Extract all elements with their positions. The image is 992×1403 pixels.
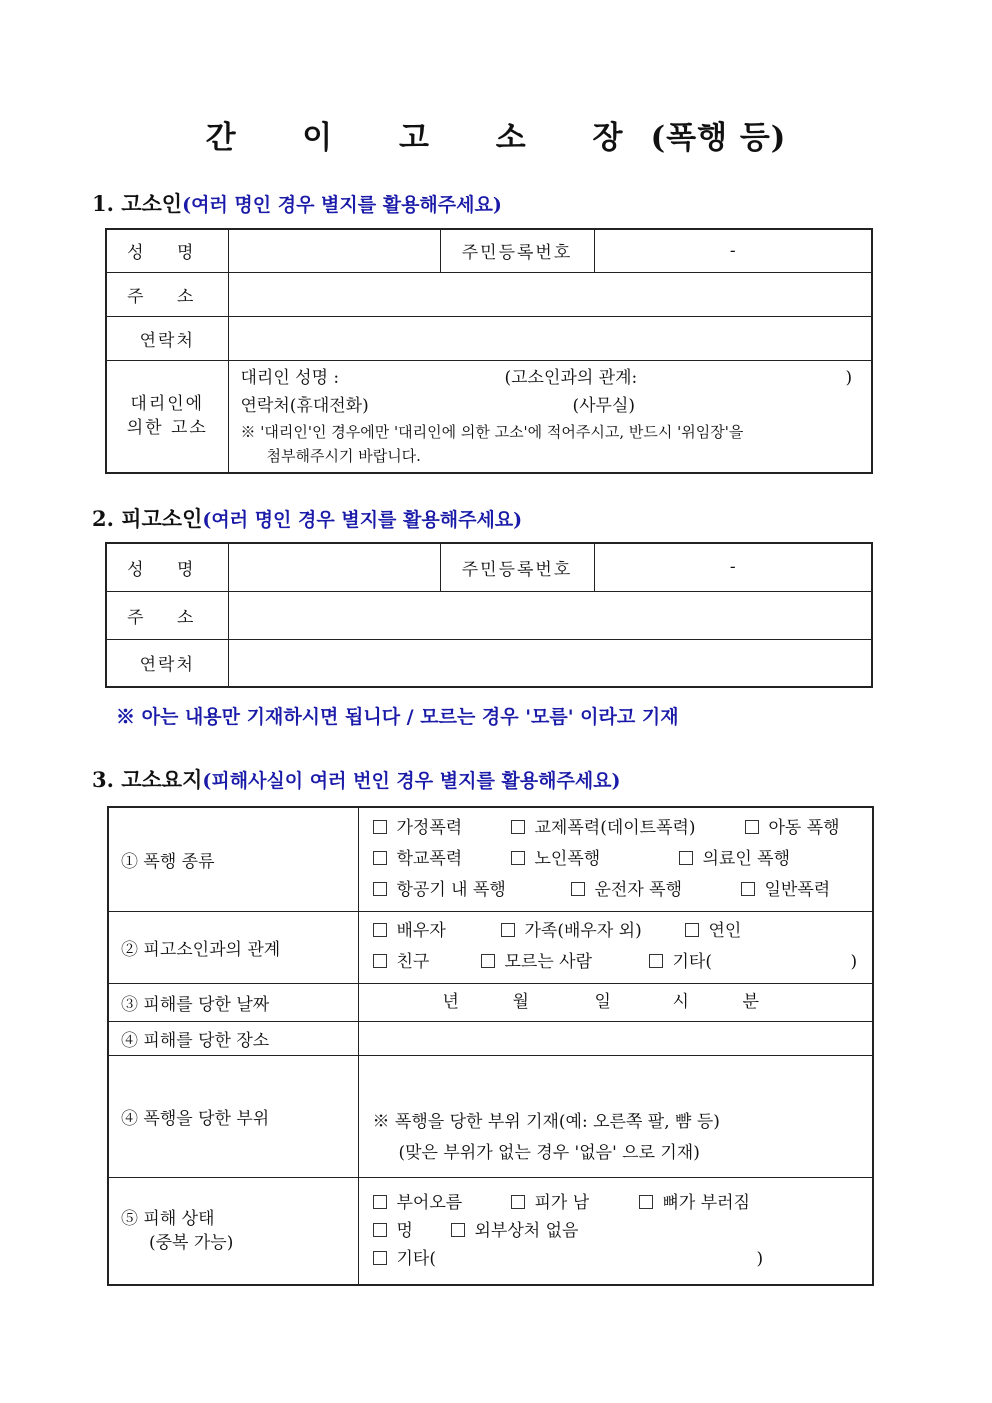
document-title — [0, 112, 992, 157]
opt-medical-label: 의료인 폭행 — [702, 848, 791, 869]
proxy-line2 — [241, 392, 862, 420]
opt-general-label: 일반폭력 — [764, 879, 831, 900]
date-label: ③ 피해를 당한 날짜 — [108, 983, 358, 1021]
opt-driver-label: 운전자 폭행 — [594, 879, 683, 900]
section1-title: 1. 고소인 — [92, 191, 183, 216]
checkbox[interactable] — [373, 923, 387, 937]
opt-family[interactable] — [501, 916, 642, 947]
checkbox[interactable] — [451, 1223, 465, 1237]
opt-other[interactable] — [649, 947, 712, 978]
opt-other-label: 기타( — [672, 952, 712, 972]
complainant-name-label: 성 명 — [106, 229, 228, 272]
body-part-note2: (맞은 부위가 없는 경우 '없음' 으로 기재) — [398, 1142, 700, 1163]
complainant-address-label: 주 소 — [106, 272, 228, 316]
proxy-relation-close: ) — [845, 368, 853, 389]
complaint-summary-table — [107, 806, 874, 1286]
place-field[interactable] — [358, 1021, 873, 1055]
rrn-dash: - — [729, 557, 736, 578]
accused-rrn-field[interactable] — [594, 543, 872, 591]
section2-note: (여러 명인 경우 별지를 활용해주세요) — [202, 509, 523, 531]
damage-label — [108, 1177, 358, 1285]
checkbox[interactable] — [511, 1195, 525, 1209]
opt-swelling[interactable] — [373, 1193, 463, 1213]
opt-damage-other-close: ) — [756, 1248, 764, 1269]
opt-swelling-label: 부어오름 — [396, 1192, 463, 1213]
opt-fracture[interactable] — [639, 1189, 751, 1217]
title-main: 간 이 고 소 장 — [205, 120, 651, 156]
opt-friend-label: 친구 — [396, 952, 430, 972]
checkbox[interactable] — [649, 954, 663, 968]
damage-label-line1: ⑤ 피해 상태 — [121, 1208, 215, 1229]
complainant-contact-label: 연락처 — [106, 316, 228, 360]
proxy-label — [106, 360, 228, 473]
proxy-line1 — [241, 364, 862, 392]
date-month: 월 — [512, 992, 529, 1012]
opt-bruise[interactable] — [373, 1221, 413, 1241]
opt-school-label: 학교폭력 — [396, 848, 463, 869]
date-year: 년 — [442, 992, 459, 1012]
date-field[interactable] — [358, 983, 873, 1021]
complainant-contact-field[interactable] — [228, 316, 872, 360]
accused-rrn-label: 주민등록번호 — [440, 543, 594, 591]
opt-fracture-label: 뼈가 부러짐 — [662, 1192, 751, 1213]
accused-contact-field[interactable] — [228, 639, 872, 687]
rrn-dash: - — [729, 240, 736, 261]
proxy-field[interactable] — [228, 360, 872, 473]
checkbox[interactable] — [511, 820, 525, 834]
checkbox[interactable] — [373, 820, 387, 834]
relation-label: ② 피고소인과의 관계 — [108, 911, 358, 983]
opt-family-label: 가족(배우자 외) — [524, 921, 642, 941]
relation-options — [358, 911, 873, 983]
checkbox[interactable] — [571, 882, 585, 896]
opt-medical[interactable] — [679, 844, 791, 875]
checkbox[interactable] — [373, 1223, 387, 1237]
proxy-note-line2: 첨부해주시기 바랍니다. — [266, 447, 421, 466]
checkbox[interactable] — [639, 1195, 653, 1209]
date-hour: 시 — [672, 992, 689, 1012]
checkbox[interactable] — [685, 923, 699, 937]
opt-spouse[interactable] — [373, 921, 446, 941]
accused-footnote: ※ 아는 내용만 기재하시면 됩니다 / 모르는 경우 '모름' 이라고 기재 — [116, 706, 679, 728]
title-suffix: (폭행 등) — [650, 120, 787, 156]
proxy-label-line1: 대리인에 — [130, 394, 205, 415]
section1-heading — [92, 188, 502, 218]
checkbox[interactable] — [741, 882, 755, 896]
section1-note: (여러 명인 경우 별지를 활용해주세요) — [182, 194, 502, 216]
opt-aircraft-label: 항공기 내 폭행 — [396, 879, 506, 900]
accused-contact-label: 연락처 — [106, 639, 228, 687]
violence-type-label: ① 폭행 종류 — [108, 807, 358, 911]
opt-bruise-label: 멍 — [396, 1220, 413, 1241]
opt-domestic[interactable] — [373, 818, 463, 838]
checkbox[interactable] — [373, 1195, 387, 1209]
violence-type-options — [358, 807, 873, 911]
opt-lover[interactable] — [685, 916, 742, 947]
checkbox[interactable] — [745, 820, 759, 834]
opt-stranger-label: 모르는 사람 — [504, 952, 593, 972]
opt-bleeding[interactable] — [511, 1189, 590, 1217]
checkbox[interactable] — [501, 923, 515, 937]
opt-dating[interactable] — [511, 813, 696, 844]
checkbox[interactable] — [373, 954, 387, 968]
accused-table — [105, 542, 873, 688]
proxy-note-line1: ※ '대리인'인 경우에만 '대리인에 의한 고소'에 적어주시고, 반드시 '위임장'을 — [240, 423, 744, 442]
checkbox[interactable] — [511, 851, 525, 865]
opt-other-close: ) — [850, 952, 858, 972]
opt-stranger[interactable] — [481, 947, 593, 978]
date-day: 일 — [594, 992, 611, 1012]
checkbox[interactable] — [373, 882, 387, 896]
opt-bleeding-label: 피가 남 — [534, 1192, 590, 1213]
opt-no-injury[interactable] — [451, 1217, 579, 1245]
opt-driver[interactable] — [571, 875, 683, 906]
complainant-rrn-field[interactable] — [594, 229, 872, 272]
opt-domestic-label: 가정폭력 — [396, 817, 463, 838]
date-minute: 분 — [742, 992, 759, 1012]
accused-address-field[interactable] — [228, 591, 872, 639]
opt-general[interactable] — [741, 875, 831, 906]
section3-note: (피해사실이 여러 번인 경우 별지를 활용해주세요) — [202, 770, 621, 792]
section3-heading — [92, 764, 621, 794]
body-part-field[interactable] — [358, 1055, 873, 1177]
opt-spouse-label: 배우자 — [396, 921, 446, 941]
section3-title: 3. 고소요지 — [92, 767, 203, 792]
body-part-label: ④ 폭행을 당한 부위 — [108, 1055, 358, 1177]
accused-name-field[interactable] — [228, 543, 440, 591]
proxy-phone-label: 연락처(휴대전화) — [240, 396, 369, 417]
opt-no-injury-label: 외부상처 없음 — [474, 1220, 579, 1241]
opt-elderly[interactable] — [511, 844, 601, 875]
opt-damage-other-label: 기타( — [396, 1248, 436, 1269]
opt-lover-label: 연인 — [708, 921, 742, 941]
opt-aircraft[interactable] — [373, 880, 506, 900]
opt-friend[interactable] — [373, 952, 430, 972]
proxy-relation-label: (고소인과의 관계: — [504, 368, 638, 389]
section2-title: 2. 피고소인 — [92, 506, 203, 531]
checkbox[interactable] — [373, 1251, 387, 1265]
damage-options — [358, 1177, 873, 1285]
proxy-name-label: 대리인 성명 : — [240, 368, 340, 389]
damage-label-line2: (중복 가능) — [149, 1232, 234, 1253]
complainant-table — [105, 228, 873, 474]
checkbox[interactable] — [679, 851, 693, 865]
opt-school[interactable] — [373, 849, 463, 869]
body-part-note1: ※ 폭행을 당한 부위 기재(예: 오른쪽 팔, 뺨 등) — [372, 1111, 720, 1132]
proxy-label-line2: 의한 고소 — [126, 418, 208, 439]
section2-heading — [92, 503, 522, 533]
opt-child[interactable] — [745, 813, 840, 844]
accused-address-label: 주 소 — [106, 591, 228, 639]
complainant-name-field[interactable] — [228, 229, 440, 272]
checkbox[interactable] — [481, 954, 495, 968]
opt-elderly-label: 노인폭행 — [534, 848, 601, 869]
complainant-rrn-label: 주민등록번호 — [440, 229, 594, 272]
opt-dating-label: 교제폭력(데이트폭력) — [534, 817, 696, 838]
complainant-address-field[interactable] — [228, 272, 872, 316]
opt-child-label: 아동 폭행 — [768, 817, 840, 838]
place-label: ④ 피해를 당한 장소 — [108, 1021, 358, 1055]
checkbox[interactable] — [373, 851, 387, 865]
proxy-office-label: (사무실) — [572, 396, 636, 417]
accused-name-label: 성 명 — [106, 543, 228, 591]
opt-damage-other[interactable] — [373, 1249, 436, 1269]
